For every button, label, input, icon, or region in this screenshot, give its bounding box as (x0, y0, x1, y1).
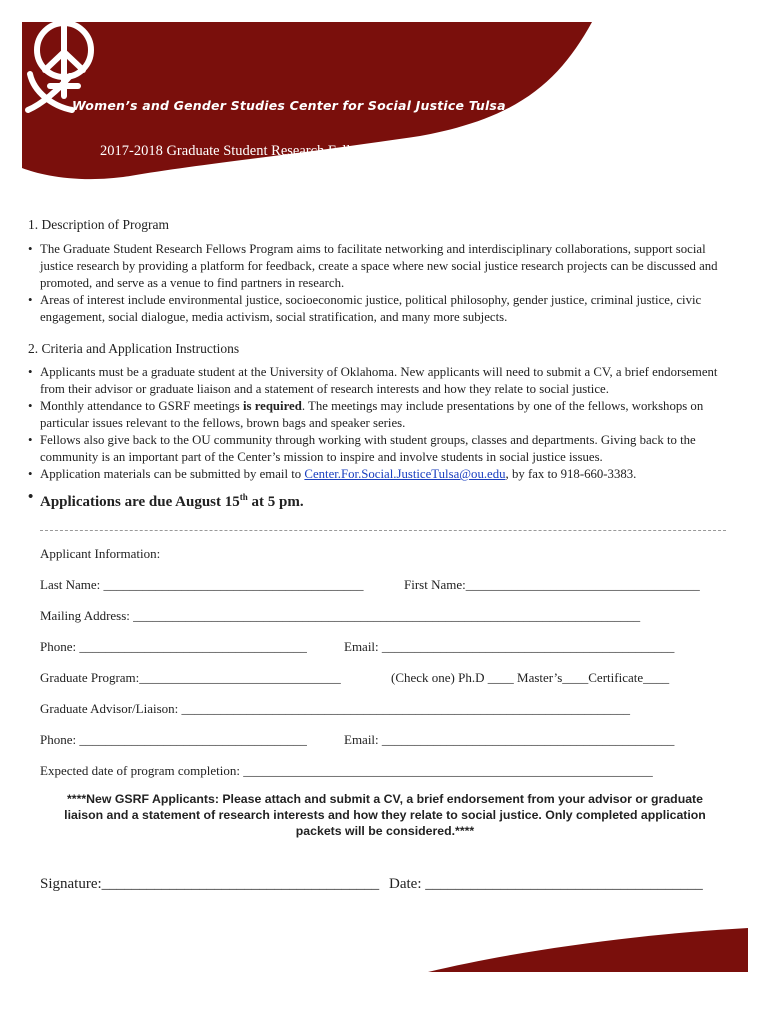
mailing-address-field[interactable]: Mailing Address: ______________________________________________________________________________ (40, 608, 641, 623)
last-name-field[interactable]: Last Name: ________________________________________ (40, 577, 364, 592)
list-item: • Areas of interest include environmental justice, socioeconomic justice, political philosophy, gender justice, criminal justice, civic engagement, social dialogue, media activism, social stratification, and many more subjects. (28, 292, 742, 326)
advisor-phone-field[interactable]: Phone: ___________________________________ (40, 732, 307, 747)
list-item: • Applicants must be a graduate student at the University of Oklahoma. New applicants will need to submit a CV, a brief endorsement from their advisor or graduate liaison and a statement of research interests and how they relate to social justice. (28, 364, 742, 398)
signature-field[interactable]: Signature:_____________________________________ (40, 876, 380, 892)
graduate-program-field[interactable]: Graduate Program:_______________________________ (40, 670, 341, 685)
list-item: • Application materials can be submitted by email to Center.For.Social.JusticeTulsa@ou.edu, by fax to 918-660-3383. (28, 466, 742, 483)
list-item: • Monthly attendance to GSRF meetings is required. The meetings may include presentations by one of the fellows, workshops on particular issues relevant to the fellows, brown bags and speaker series. (28, 398, 742, 432)
due-date: • Applications are due August 15th at 5 pm. (28, 489, 742, 511)
footer-swoosh (0, 920, 770, 980)
section-criteria-heading: 2. Criteria and Application Instructions (28, 341, 240, 356)
email-field[interactable]: Email: _____________________________________________ (344, 639, 675, 654)
first-name-field[interactable]: First Name:____________________________________ (404, 577, 700, 592)
section-description-heading: 1. Description of Program (28, 217, 169, 232)
list-item: • The Graduate Student Research Fellows Program aims to facilitate networking and interdisciplinary collaborations, support social justice research by providing a platform for feedback, create a space where new social justice research projects can be discussed and promoted, and serve as a venue to find partners in research. (28, 241, 742, 292)
criteria-list (28, 364, 742, 511)
divider (40, 530, 726, 531)
degree-check-field[interactable]: (Check one) Ph.D ____ Master’s____Certificate____ (391, 670, 670, 685)
list-item: • Fellows also give back to the OU community through working with student groups, classes and departments. Giving back to the community is an important part of the Center’s mission to inspire and involve students in social justice issues. (28, 432, 742, 466)
applicant-note: ****New GSRF Applicants: Please attach and submit a CV, a brief endorsement from your advisor or graduate liaison and a statement of research interests and how they relate to social justice. Only completed application packets will be considered.**** (64, 792, 706, 838)
description-list (28, 241, 742, 326)
applicant-info-heading: Applicant Information: (40, 546, 161, 561)
completion-date-field[interactable]: Expected date of program completion: _______________________________________________________________ (40, 763, 653, 778)
org-name: Women’s and Gender Studies Center for Social Justice Tulsa (72, 98, 506, 113)
advisor-email-field[interactable]: Email: _____________________________________________ (344, 732, 675, 747)
advisor-field[interactable]: Graduate Advisor/Liaison: _____________________________________________________________________ (40, 701, 631, 716)
page-subtitle: 2017-2018 Graduate Student Research Fellows (100, 143, 374, 159)
email-link[interactable]: Center.For.Social.JusticeTulsa@ou.edu (304, 467, 506, 481)
required-text: is required (242, 399, 302, 413)
phone-field[interactable]: Phone: ___________________________________ (40, 639, 307, 654)
date-field[interactable]: Date: _____________________________________ (389, 876, 703, 892)
